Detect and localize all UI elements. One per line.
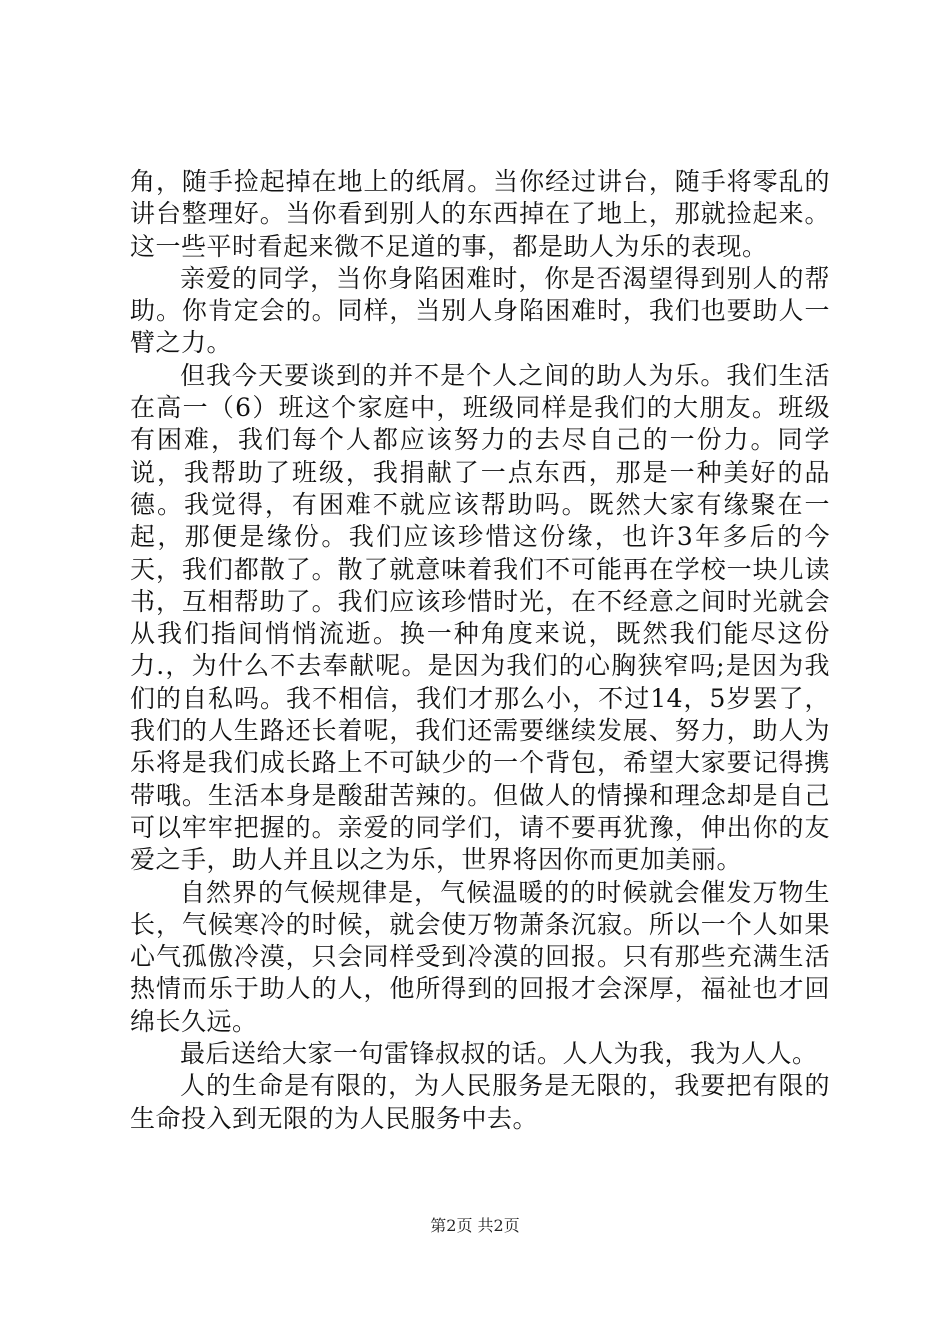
paragraph-1: 角，随手捡起掉在地上的纸屑。当你经过讲台，随手将零乱的讲台整理好。当你看到别人的东西掉在了地上，那就捡起来。这一些平时看起来微不足道的事，都是助人为乐的表现。 [130,167,830,261]
paragraph-6: 人的生命是有限的，为人民服务是无限的，我要把有限的生命投入到无限的为人民服务中去。 [130,1071,830,1133]
document-body [130,166,830,1135]
paragraph-5: 最后送给大家一句雷锋叔叔的话。人人为我，我为人人。 [180,1039,818,1069]
page-number-footer: 第2页 共2页 [430,1216,520,1235]
paragraph-3: 但我今天要谈到的并不是个人之间的助人为乐。我们生活在高一（6）班这个家庭中，班级同样是我们的大朋友。班级有困难，我们每个人都应该努力的去尽自己的一份力。同学说，我帮助了班级，我捐献了一点东西，那是一种美好的品德。我觉得，有困难不就应该帮助吗。既然大家有缘聚在一起，那便是缘份。我们应该珍惜这份缘，也许3年多后的今天，我们都散了。散了就意味着我们不可能再在学校一块儿读书，互相帮助了。我们应该珍惜时光，在不经意之间时光就会从我们指间悄悄流逝。换一种角度来说，既然我们能尽这份力.，为什么不去奉献呢。是因为我们的心胸狭窄吗;是因为我们的自私吗。我不相信，我们才那么小，不过14，5岁罢了，我们的人生路还长着呢，我们还需要继续发展、努力，助人为乐将是我们成长路上不可缺少的一个背包，希望大家要记得携带哦。生活本身是酸甜苦辣的。但做人的情操和理念却是自己可以牢牢把握的。亲爱的同学们，请不要再犹豫，伸出你的友爱之手，助人并且以之为乐，世界将因你而更加美丽。 [130,360,830,875]
paragraph-2: 亲爱的同学，当你身陷困难时，你是否渴望得到别人的帮助。你肯定会的。同样，当别人身陷困难时，我们也要助人一臂之力。 [130,263,830,358]
paragraph-4: 自然界的气候规律是，气候温暖的的时候就会催发万物生长，气候寒冷的时候，就会使万物萧条沉寂。所以一个人如果心气孤傲冷漠，只会同样受到冷漠的回报。只有那些充满生活热情而乐于助人的人，他所得到的回报才会深厚，福祉也才回绵长久远。 [130,877,830,1036]
